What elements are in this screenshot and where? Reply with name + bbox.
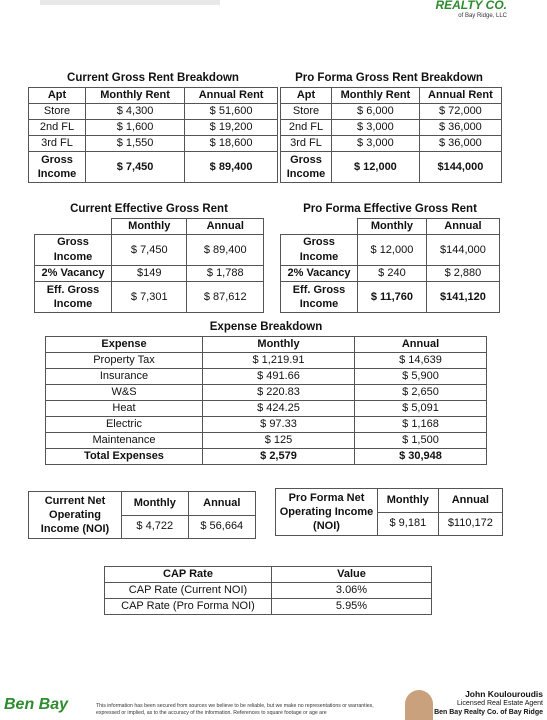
cell: Total Expenses — [46, 449, 203, 465]
total-row — [281, 152, 502, 183]
cell: $ 7,450 — [86, 152, 185, 183]
cell: $ 3,000 — [332, 136, 420, 152]
cell: $144,000 — [419, 152, 501, 183]
cell: $ 2,650 — [355, 385, 487, 401]
col-header: Monthly Rent — [332, 88, 420, 104]
cell: $ 89,400 — [185, 152, 278, 183]
agent-photo — [405, 690, 433, 720]
cell: Insurance — [46, 369, 203, 385]
cell: Gross Income — [35, 235, 112, 266]
cell: $141,120 — [426, 282, 499, 313]
cell: $ 89,400 — [187, 235, 264, 266]
col-header: Annual Rent — [419, 88, 501, 104]
cell: $ 2,579 — [203, 449, 355, 465]
cell: Electric — [46, 417, 203, 433]
cell: $ 4,722 — [122, 515, 189, 539]
cell: Store — [281, 104, 332, 120]
col-header — [35, 219, 112, 235]
cell: CAP Rate (Current NOI) — [105, 583, 272, 599]
table-row — [29, 104, 278, 120]
table-row — [46, 353, 487, 369]
proforma-gross-table — [280, 87, 502, 183]
cell: $ 36,000 — [419, 136, 501, 152]
cell: $ 56,664 — [188, 515, 255, 539]
col-header: Apt — [281, 88, 332, 104]
col-header: Monthly — [122, 492, 189, 516]
table-row — [281, 235, 500, 266]
table-row — [281, 282, 500, 313]
cell: $ 3,000 — [332, 120, 420, 136]
brand-sub: of Bay Ridge, LLC — [458, 13, 507, 19]
top-cropped-text — [40, 0, 220, 5]
table-row — [281, 104, 502, 120]
table-row — [105, 599, 432, 615]
agent-title: Licensed Real Estate Agent — [456, 700, 543, 707]
cell: $ 5,091 — [355, 401, 487, 417]
cell: Pro Forma Net Operating Income (NOI) — [276, 489, 378, 536]
expense-table — [45, 336, 487, 465]
table-row — [35, 282, 264, 313]
cell: Maintenance — [46, 433, 203, 449]
cell: $ 7,301 — [112, 282, 187, 313]
col-header: Annual — [187, 219, 264, 235]
cell: $ 97.33 — [203, 417, 355, 433]
cell: $ 5,900 — [355, 369, 487, 385]
cell: $ 4,300 — [86, 104, 185, 120]
cell: $ 7,450 — [112, 235, 187, 266]
cell: Gross Income — [281, 152, 332, 183]
cell: $ 424.25 — [203, 401, 355, 417]
current-egr-title: Current Effective Gross Rent — [70, 203, 228, 215]
col-header: Expense — [46, 337, 203, 353]
cell: $ 36,000 — [419, 120, 501, 136]
cell: $ 240 — [358, 266, 427, 282]
table-row — [46, 401, 487, 417]
cell: $ 9,181 — [378, 512, 439, 536]
cell: $ 87,612 — [187, 282, 264, 313]
cell: $ 1,219.91 — [203, 353, 355, 369]
cell: 2% Vacancy — [35, 266, 112, 282]
agent-info — [434, 690, 543, 717]
col-header: Annual — [355, 337, 487, 353]
cell: Eff. Gross Income — [281, 282, 358, 313]
total-row — [46, 449, 487, 465]
col-header: Annual — [438, 489, 502, 513]
cell: 3.06% — [272, 583, 432, 599]
cell: 3rd FL — [281, 136, 332, 152]
cell: $ 491.66 — [203, 369, 355, 385]
cell: Property Tax — [46, 353, 203, 369]
cell: $ 19,200 — [185, 120, 278, 136]
cell: 2nd FL — [29, 120, 86, 136]
cell: $ 1,550 — [86, 136, 185, 152]
cell: $ 6,000 — [332, 104, 420, 120]
cell: Eff. Gross Income — [35, 282, 112, 313]
current-gross-table — [28, 87, 278, 183]
proforma-egr-table — [280, 218, 500, 313]
table-row — [29, 120, 278, 136]
cell: 2nd FL — [281, 120, 332, 136]
cell: $110,172 — [438, 512, 502, 536]
cell: $ 1,168 — [355, 417, 487, 433]
current-noi-table — [28, 491, 256, 539]
table-row — [46, 369, 487, 385]
col-header: Annual Rent — [185, 88, 278, 104]
cell: $ 1,500 — [355, 433, 487, 449]
cell: $ 14,639 — [355, 353, 487, 369]
table-row — [35, 235, 264, 266]
table-row — [46, 433, 487, 449]
cell: Gross Income — [29, 152, 86, 183]
expense-title: Expense Breakdown — [209, 321, 323, 333]
table-row — [29, 136, 278, 152]
cell: $ 220.83 — [203, 385, 355, 401]
agent-company: Ben Bay Realty Co. of Bay Ridge — [434, 709, 543, 716]
proforma-gross-title: Pro Forma Gross Rent Breakdown — [295, 72, 483, 84]
cell: $ 11,760 — [358, 282, 427, 313]
cell: $144,000 — [426, 235, 499, 266]
cell: $ 72,000 — [419, 104, 501, 120]
col-header: Value — [272, 567, 432, 583]
col-header: Apt — [29, 88, 86, 104]
table-row — [46, 385, 487, 401]
total-row — [29, 152, 278, 183]
col-header — [281, 219, 358, 235]
brand-logo — [435, 0, 507, 22]
cell: $ 12,000 — [358, 235, 427, 266]
col-header: Monthly — [378, 489, 439, 513]
table-row — [105, 583, 432, 599]
cell: $ 12,000 — [332, 152, 420, 183]
cell: $ 18,600 — [185, 136, 278, 152]
cell: W&S — [46, 385, 203, 401]
cell: $ 125 — [203, 433, 355, 449]
cell: 3rd FL — [29, 136, 86, 152]
table-row — [281, 120, 502, 136]
cell: Store — [29, 104, 86, 120]
cell: $ 2,880 — [426, 266, 499, 282]
current-egr-table — [34, 218, 264, 313]
cell: 5.95% — [272, 599, 432, 615]
brand-name: REALTY CO. — [435, 0, 507, 12]
cell: $ 1,788 — [187, 266, 264, 282]
proforma-noi-table — [275, 488, 503, 536]
cell: $ 51,600 — [185, 104, 278, 120]
cell: Gross Income — [281, 235, 358, 266]
cell: Current Net Operating Income (NOI) — [29, 492, 122, 539]
table-row — [46, 417, 487, 433]
cell: Heat — [46, 401, 203, 417]
agent-name: John Koulouroudis — [465, 689, 543, 699]
table-row — [281, 136, 502, 152]
table-row — [35, 266, 264, 282]
cell: CAP Rate (Pro Forma NOI) — [105, 599, 272, 615]
col-header: Monthly — [112, 219, 187, 235]
col-header: Monthly Rent — [86, 88, 185, 104]
col-header: Monthly — [358, 219, 427, 235]
cell: $149 — [112, 266, 187, 282]
cell: $ 30,948 — [355, 449, 487, 465]
col-header: Annual — [426, 219, 499, 235]
col-header: Annual — [188, 492, 255, 516]
current-gross-title: Current Gross Rent Breakdown — [67, 72, 239, 84]
col-header: Monthly — [203, 337, 355, 353]
cell: 2% Vacancy — [281, 266, 358, 282]
footer-logo: Ben Bay — [4, 696, 69, 713]
disclaimer-text: This information has been secured from sources we believe to be reliable, but we make no representations or warranties, expressed or implied, as to the accuracy of the information. References to square footage or age are — [96, 703, 374, 716]
proforma-egr-title: Pro Forma Effective Gross Rent — [303, 203, 477, 215]
table-row — [281, 266, 500, 282]
cap-rate-table — [104, 566, 432, 615]
col-header: CAP Rate — [105, 567, 272, 583]
cell: $ 1,600 — [86, 120, 185, 136]
